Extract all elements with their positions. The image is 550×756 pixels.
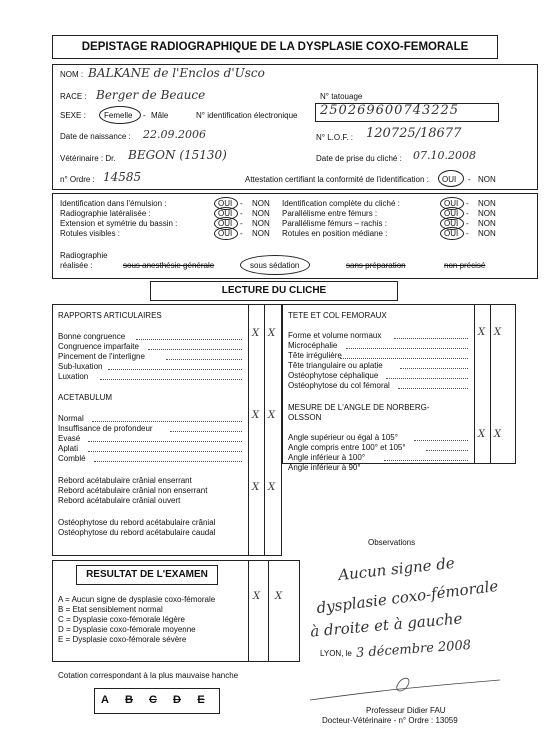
observations-line-2: dysplasie coxo-fémorale (315, 576, 500, 618)
tete-dots-1 (394, 338, 468, 339)
acet-item-3: Evasé (58, 434, 81, 443)
non-left-1: NON (252, 199, 270, 208)
rapports-col-divider-2 (264, 304, 265, 555)
ordre-label: n° Ordre : (60, 175, 95, 184)
non-right-4: NON (478, 229, 496, 238)
radio-opt-1: sous anesthésie générale (123, 261, 215, 270)
sep-left-4: - (240, 229, 243, 238)
lecture-title-box (150, 281, 398, 301)
rapports-item-4: Sub-luxation (58, 362, 103, 371)
norberg-dots-3 (384, 460, 468, 461)
radio-label-1: Radiographie (60, 251, 108, 260)
rapports-col-divider-1 (248, 304, 249, 555)
rebord-item-2: Rebord acétabulaire crânial non enserrant (58, 486, 208, 495)
non-left-2: NON (252, 209, 270, 218)
resultat-col-divider-1 (248, 560, 249, 661)
rebord-item-3: Rebord acétabulaire crânial ouvert (58, 496, 181, 505)
resultat-title: RESULTAT DE L'EXAMEN (86, 569, 208, 580)
grade-d: D (173, 694, 181, 706)
rapports-dots-4 (108, 369, 242, 370)
tete-dots-2 (346, 348, 468, 349)
signature-title: Docteur-Vétérinaire - n° Ordre : 13059 (322, 716, 458, 725)
norberg-dots-2 (426, 450, 468, 451)
oui-right-2: OUI (444, 209, 459, 218)
acet-item-1: Normal (58, 414, 84, 423)
acet-item-5: Comblé (58, 454, 86, 463)
lof-value: 120725/18677 (366, 126, 462, 141)
non-right-1: NON (478, 199, 496, 208)
lof-label: N° L.O.F. : (316, 133, 353, 142)
tete-dots-3 (340, 358, 468, 359)
naissance-label: Date de naissance : (60, 132, 131, 141)
acet-dots-1 (92, 421, 242, 422)
tete-dots-6 (398, 388, 468, 389)
check-left-4: Rotules visibles : (60, 229, 121, 238)
rapports-item-3: Pincement de l'interligne (58, 352, 145, 361)
resultat-item-e: E = Dysplasie coxo-fémorale sévère (58, 635, 187, 644)
resultat-item-d: D = Dysplasie coxo-fémorale moyenne (58, 625, 196, 634)
oui-left-4: OUI (218, 229, 233, 238)
check-mark-acet-1: X (252, 410, 260, 421)
oui-left-2: OUI (218, 209, 233, 218)
check-mark-rapports-2: X (268, 328, 276, 339)
race-label: RACE : (60, 92, 87, 101)
check-mark-rebord-2: X (268, 482, 276, 493)
radio-opt-2: sous sédation (250, 261, 300, 270)
lecture-title: LECTURE DU CLICHE (221, 285, 327, 296)
oui-right-3: OUI (444, 219, 459, 228)
check-mark-resultat-2: X (275, 591, 283, 602)
grade-c: C (149, 694, 157, 706)
check-mark-rapports-1: X (252, 328, 260, 339)
check-right-1: Identification complète du cliché : (282, 199, 400, 208)
check-left-1: Identification dans l'émulsion : (60, 199, 167, 208)
ordre-value: 14585 (103, 170, 142, 184)
check-mark-norberg-2: X (494, 429, 502, 440)
tete-item-2: Microcéphalie (288, 341, 338, 350)
sep-right-2: - (466, 209, 469, 218)
check-mark-tete-1: X (478, 327, 486, 338)
acet-item-4: Aplati (58, 444, 79, 453)
sexe-male: Mâle (151, 111, 169, 120)
check-right-3: Parallélisme fémurs – rachis : (282, 219, 387, 228)
check-right-4: Rotules en position médiane : (282, 229, 388, 238)
tete-item-6: Ostéophytose du col fémoral (288, 381, 390, 390)
rapports-dots-3 (166, 359, 242, 360)
resultat-item-c: C = Dysplasie coxo-fémorale légère (58, 615, 185, 624)
sexe-female: Femelle (104, 111, 133, 120)
cotation-label: Cotation correspondant à la plus mauvaise hanche (58, 671, 239, 680)
oui-circle-right-4 (440, 227, 464, 240)
oui-left-1: OUI (218, 199, 233, 208)
cliche-date-value: 07.10.2008 (413, 149, 476, 162)
non-right-2: NON (478, 209, 496, 218)
radio-label-2: réalisée : (60, 261, 93, 270)
tatouage-label: N° tatouage (320, 92, 363, 101)
acet-dots-3 (88, 441, 242, 442)
oui-left-3: OUI (218, 219, 233, 228)
attestation-sep: - (468, 175, 471, 184)
radio-opt-4: non précisé (444, 261, 486, 270)
oui-circle-left-4 (214, 227, 238, 240)
check-mark-tete-2: X (494, 327, 502, 338)
observations-line-1: Aucun signe de (337, 553, 456, 585)
norberg-item-4: Angle inférieur à 90° (288, 463, 361, 472)
norberg-dots-1 (414, 440, 468, 441)
rapports-item-5: Luxation (58, 372, 89, 381)
signature-scribble (300, 662, 520, 712)
tete-item-4: Tête triangulaire ou aplatie (288, 361, 383, 370)
rapports-dots-5 (100, 379, 242, 380)
cliche-date-label: Date de prise du cliché : (316, 154, 402, 163)
nom-value: BALKANE de l'Enclos d'Usco (88, 66, 265, 80)
naissance-value: 22.09.2006 (143, 128, 206, 141)
vet-label: Vétérinaire : Dr. (60, 154, 116, 163)
sep-left-1: - (240, 199, 243, 208)
check-mark-rebord-1: X (252, 482, 260, 493)
attestation-label: Attestation certifiant la conformité de l'identification : (245, 175, 429, 184)
oui-right-1: OUI (444, 199, 459, 208)
vet-value: BEGON (15130) (128, 148, 227, 162)
tete-col-divider-1 (474, 304, 475, 463)
sep-right-1: - (466, 199, 469, 208)
rapports-dots-1 (136, 339, 242, 340)
rapports-dots-2 (148, 349, 242, 350)
check-mark-acet-2: X (268, 410, 276, 421)
sexe-label: SEXE : (60, 111, 86, 120)
attestation-oui: OUI (442, 175, 457, 184)
rapports-item-1: Bonne congruence (58, 332, 126, 341)
non-left-3: NON (252, 219, 270, 228)
sexe-separator: - (143, 111, 146, 120)
resultat-col-divider-2 (268, 560, 269, 661)
norberg-heading-2: OLSSON (288, 413, 322, 422)
acet-dots-4 (88, 451, 242, 452)
tete-heading: TETE ET COL FEMORAUX (288, 311, 387, 320)
acet-heading: ACETABULUM (58, 393, 113, 402)
grade-a: A (101, 694, 109, 706)
sep-left-3: - (240, 219, 243, 228)
acet-dots-2 (170, 431, 242, 432)
resultat-item-b: B = Etat sensiblement normal (58, 605, 163, 614)
tete-col-divider-2 (490, 304, 491, 463)
attestation-non: NON (478, 175, 496, 184)
sep-left-2: - (240, 209, 243, 218)
race-value: Berger de Beauce (96, 88, 206, 102)
lieu-label: LYON, le (320, 649, 352, 658)
check-mark-resultat-1: X (253, 591, 261, 602)
osteo-item-2: Ostéophytose du rebord acétabulaire caudal (58, 528, 216, 537)
tete-item-3: Tête irrégulière (288, 351, 342, 360)
observations-line-3: à droite et à gauche (309, 609, 464, 641)
sep-right-4: - (466, 229, 469, 238)
rapports-item-2: Congruence imparfaite (58, 342, 139, 351)
rebord-item-1: Rebord acétabulaire crânial enserrant (58, 476, 192, 485)
norberg-heading-1: MESURE DE L'ANGLE DE NORBERG- (288, 403, 430, 412)
lieu-date: 3 décembre 2008 (355, 638, 472, 661)
tete-dots-5 (386, 378, 468, 379)
grade-b: B (125, 694, 133, 706)
form-title-box (52, 35, 498, 59)
observations-label: Observations (368, 538, 416, 547)
acet-dots-5 (94, 461, 242, 462)
sep-right-3: - (466, 219, 469, 228)
check-left-3: Extension et symétrie du bassin : (60, 219, 178, 228)
check-mark-norberg-1: X (478, 429, 486, 440)
form-title: DEPISTAGE RADIOGRAPHIQUE DE LA DYSPLASIE COXO-FEMORALE (81, 41, 469, 53)
ident-label: N° identification électronique (196, 111, 298, 120)
tete-item-5: Ostéophytose céphalique (288, 371, 379, 380)
norberg-item-3: Angle inférieur à 100° (288, 453, 366, 462)
acet-item-2: Insuffisance de profondeur (58, 424, 153, 433)
osteo-item-1: Ostéophytose du rebord acétabulaire crânial (58, 518, 216, 527)
non-right-3: NON (478, 219, 496, 228)
ident-value: 250269600743225 (320, 103, 460, 118)
tete-item-1: Forme et volume normaux (288, 331, 382, 340)
tete-dots-4 (400, 368, 468, 369)
grade-e: E (197, 694, 205, 706)
signature-name: Professeur Didier FAU (366, 706, 446, 715)
norberg-item-1: Angle supérieur ou égal à 105° (288, 433, 398, 442)
non-left-4: NON (252, 229, 270, 238)
oui-right-4: OUI (444, 229, 459, 238)
resultat-item-a: A = Aucun signe de dysplasie coxo-fémorale (58, 595, 216, 604)
rapports-heading: RAPPORTS ARTICULAIRES (58, 311, 162, 320)
norberg-item-2: Angle compris entre 100° et 105° (288, 443, 406, 452)
check-left-2: Radiographie latéralisée : (60, 209, 151, 218)
nom-label: NOM : (60, 70, 84, 79)
resultat-title-box (76, 565, 218, 585)
check-right-2: Parallélisme entre fémurs : (282, 209, 378, 218)
radio-opt-3: sans préparation (346, 261, 406, 270)
